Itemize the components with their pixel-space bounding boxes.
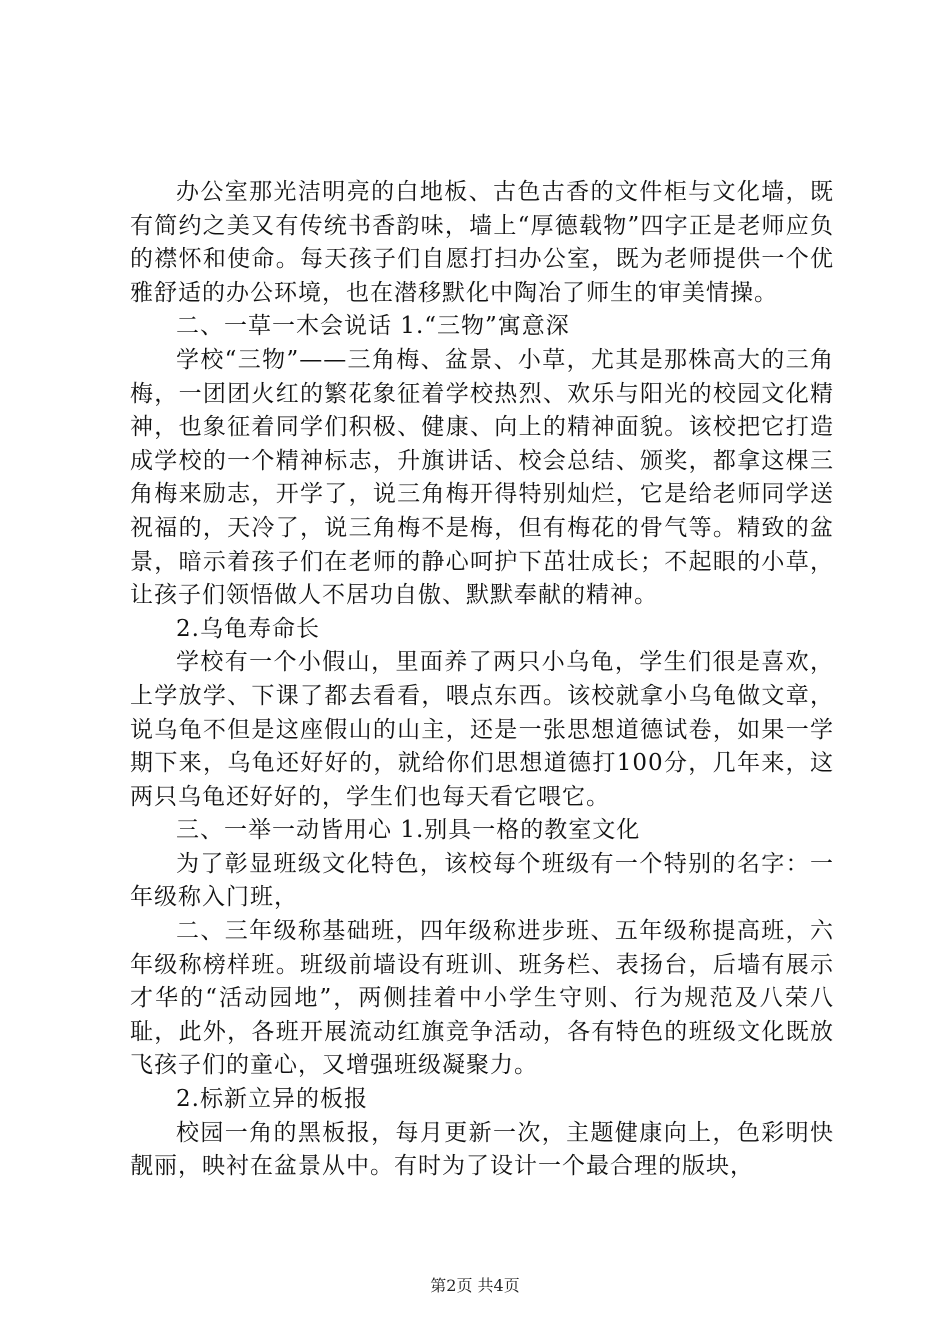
subheading-turtle: 2.乌龟寿命长 (176, 615, 320, 642)
subheading-blackboard: 2.标新立异的板报 (176, 1086, 368, 1113)
section-heading-2: 二、一草一木会说话 1.“三物”寓意深 (176, 313, 570, 340)
page-number-footer: 第2页 共4页 (430, 1276, 520, 1295)
paragraph-three-things: 学校“三物”——三角梅、盆景、小草，尤其是那株高大的三角梅，一团团火红的繁花象征着学校热烈、欢乐与阳光的校园文化精神，也象征着同学们积极、健康、向上的精神面貌。该校把它打造成学校的一个精神标志，升旗讲话、校会总结、颁奖，都拿这棵三角梅来励志，开学了，说三角梅开得特别灿烂，它是给老师同学送祝福的，天冷了，说三角梅不是梅，但有梅花的骨气等。精致的盆景，暗示着孩子们在老师的静心呵护下茁壮成长；不起眼的小草，让孩子们领悟做人不居功自傲、默默奉献的精神。 (130, 346, 834, 609)
paragraph-office: 办公室那光洁明亮的白地板、古色古香的文件柜与文化墙，既有简约之美又有传统书香韵味，墙上“厚德载物”四字正是老师应负的襟怀和使命。每天孩子们自愿打扫办公室，既为老师提供一个优雅舒适的办公环境，也在潜移默化中陶冶了师生的审美情操。 (130, 179, 834, 306)
paragraph-turtle: 学校有一个小假山，里面养了两只小乌龟，学生们很是喜欢，上学放学、下课了都去看看，喂点东西。该校就拿小乌龟做文章，说乌龟不但是这座假山的山主，还是一张思想道德试卷，如果一学期下来，乌龟还好好的，就给你们思想道德打100分，几年来，这两只乌龟还好好的，学生们也每天看它喂它。 (130, 649, 834, 810)
paragraph-blackboard: 校园一角的黑板报，每月更新一次，主题健康向上，色彩明快靓丽，映衬在盆景从中。有时为了设计一个最合理的版块， (130, 1119, 834, 1180)
document-body (130, 176, 834, 1184)
paragraph-class-culture: 二、三年级称基础班，四年级称进步班、五年级称提高班，六年级称榜样班。班级前墙设有班训、班务栏、表扬台，后墙有展示才华的“活动园地”，两侧挂着中小学生守则、行为规范及八荣八耻，此外，各班开展流动红旗竞争活动，各有特色的班级文化既放飞孩子们的童心，又增强班级凝聚力。 (130, 918, 834, 1079)
section-heading-3: 三、一举一动皆用心 1.别具一格的教室文化 (176, 817, 641, 844)
paragraph-class-names: 为了彰显班级文化特色，该校每个班级有一个特别的名字：一年级称入门班， (130, 850, 834, 911)
